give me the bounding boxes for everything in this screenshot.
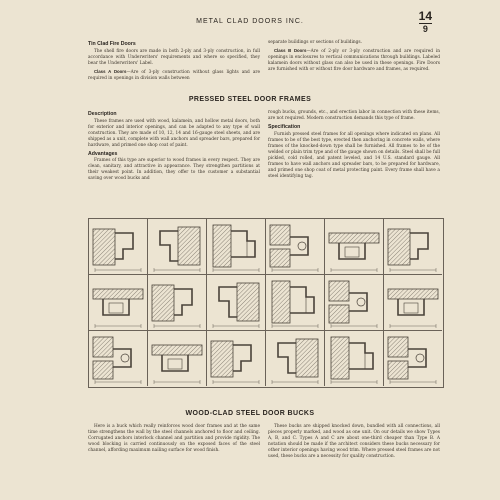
specification-heading: Specification xyxy=(268,124,301,130)
frame-detail-drawing xyxy=(384,219,442,275)
class-a-paragraph xyxy=(88,69,260,82)
frame-detail-drawing xyxy=(207,219,266,275)
class-b-text: —Are of 2-ply or 3-ply construction and are required in openings in enclosures to vertical communications through buildings. Labeled kalamein doors without glass can also be used in these openings. Fire Doors are furnished with or without fire door hardware and frames, as required. xyxy=(268,49,441,72)
wood-clad-right-column xyxy=(268,424,440,462)
frame-detail-drawing xyxy=(266,331,325,386)
frame-detail-drawing xyxy=(325,275,384,331)
frame-detail-drawing xyxy=(384,331,442,386)
tin-clad-left-column xyxy=(88,40,260,84)
frame-detail-drawing xyxy=(148,331,207,386)
tin-clad-right-column xyxy=(268,40,440,75)
pressed-steel-title: PRESSED STEEL DOOR FRAMES xyxy=(188,96,312,103)
pressed-steel-continuation: rough bucks, grounds, etc., and erection labor in connection with these items, are not required. Modern construction demands this type of frame. xyxy=(268,110,440,121)
frame-detail-drawing xyxy=(384,275,442,331)
advantages-text: Frames of this type are superior to wood frames in every respect. They are clean, sanitary, and attractive in appearance. They strengthen partitions at their weakest point. In addition, they offer to the customer a substantial saving over wood bucks and xyxy=(88,158,260,181)
advantages-heading: Advantages xyxy=(88,150,118,157)
class-b-paragraph xyxy=(268,48,440,73)
pressed-steel-right-column xyxy=(268,110,440,182)
wood-clad-left-text: Here is a buck which really reinforces wood door frames and at the same time strengthens the wall by the steel channels anchored to floor and ceiling. Corrugated anchors interlock channel and partition and provide rigidity. The wood blocking is carried continuously on the exposed faces of the steel channel, affording maximum nailing surface for wood finish. xyxy=(88,424,260,453)
frame-detail-drawing xyxy=(266,219,325,275)
page-number xyxy=(419,10,432,34)
frame-detail-drawing xyxy=(207,331,266,386)
description-heading: Description xyxy=(88,111,117,117)
frame-detail-drawing xyxy=(207,275,266,331)
tin-clad-heading: Tin Clad Fire Doors xyxy=(88,41,136,47)
tin-clad-continuation: separate buildings or sections of buildings. xyxy=(268,40,363,45)
wood-clad-title: WOOD-CLAD STEEL DOOR BUCKS xyxy=(185,410,315,417)
frame-detail-drawing xyxy=(325,331,384,386)
frame-detail-drawing xyxy=(89,331,148,386)
tin-clad-paragraph: The shell fire doors are made in both 2-ply and 3-ply construction, in full accordance with Underwriters' requirements and where so specified, they bear the Underwriters' Label. xyxy=(88,48,260,66)
frame-details-figure xyxy=(88,218,444,388)
frame-detail-drawing xyxy=(266,275,325,331)
frame-detail-drawing xyxy=(89,219,148,275)
frame-detail-drawing xyxy=(89,275,148,331)
pressed-steel-left-column xyxy=(88,110,260,184)
class-b-lead: Class B Doors xyxy=(274,48,307,53)
page-number-sub: 9 xyxy=(422,24,428,34)
frame-detail-drawing xyxy=(148,219,207,275)
wood-clad-right-text: These bucks are shipped knocked down, bundled with all connections, all pieces properly marked, and wood as one unit. On our details we show Types A, B, and C. Types A and C are about one-third cheaper than Type B. A notation should be made if the architect considers these bucks necessary for other interior openings having wood trim. Where pressed steel frames are not used, these bucks are a necessity for quality construction. xyxy=(268,424,440,459)
class-a-text: —Are of 3-ply construction without glass lights and are required in openings in division walls between xyxy=(88,69,260,81)
page-header xyxy=(0,10,500,34)
frame-detail-drawing xyxy=(325,219,384,275)
page-number-main: 14 xyxy=(418,9,432,23)
description-text: These frames are used with wood, kalamein, and hollow metal doors, both for exterior and interior openings, and can be adapted to any type of wall construction. They are made of 10, 12, 14 and 16-gauge steel sheets, and are shipped as a unit, complete with wall anchors and spreader bars, prepared for hardware, and primed one shop coat of paint. xyxy=(88,118,260,148)
specification-text: Furnish pressed steel frames for all openings where indicated on plans. All frames to be of the best type, erected then anchoring in concrete walls, where frames of the knocked-down type shall be furnished. All frames to be of the welded or plain trim type and of the gauge shown on details. Steel shall be full pickled, cold rolled, and patent leveled, and 14 U.S. standard gauge. All frames to have wall anchors and spreader bars, to be prepared for hardware, and primed one shop coat of metal protecting paint. Every frame shall have a steel identifying tag. xyxy=(268,131,441,179)
class-a-lead: Class A Doors xyxy=(94,68,127,74)
wood-clad-left-column xyxy=(88,424,260,456)
frame-detail-drawing xyxy=(148,275,207,331)
company-name: METAL CLAD DOORS INC. xyxy=(196,18,304,25)
